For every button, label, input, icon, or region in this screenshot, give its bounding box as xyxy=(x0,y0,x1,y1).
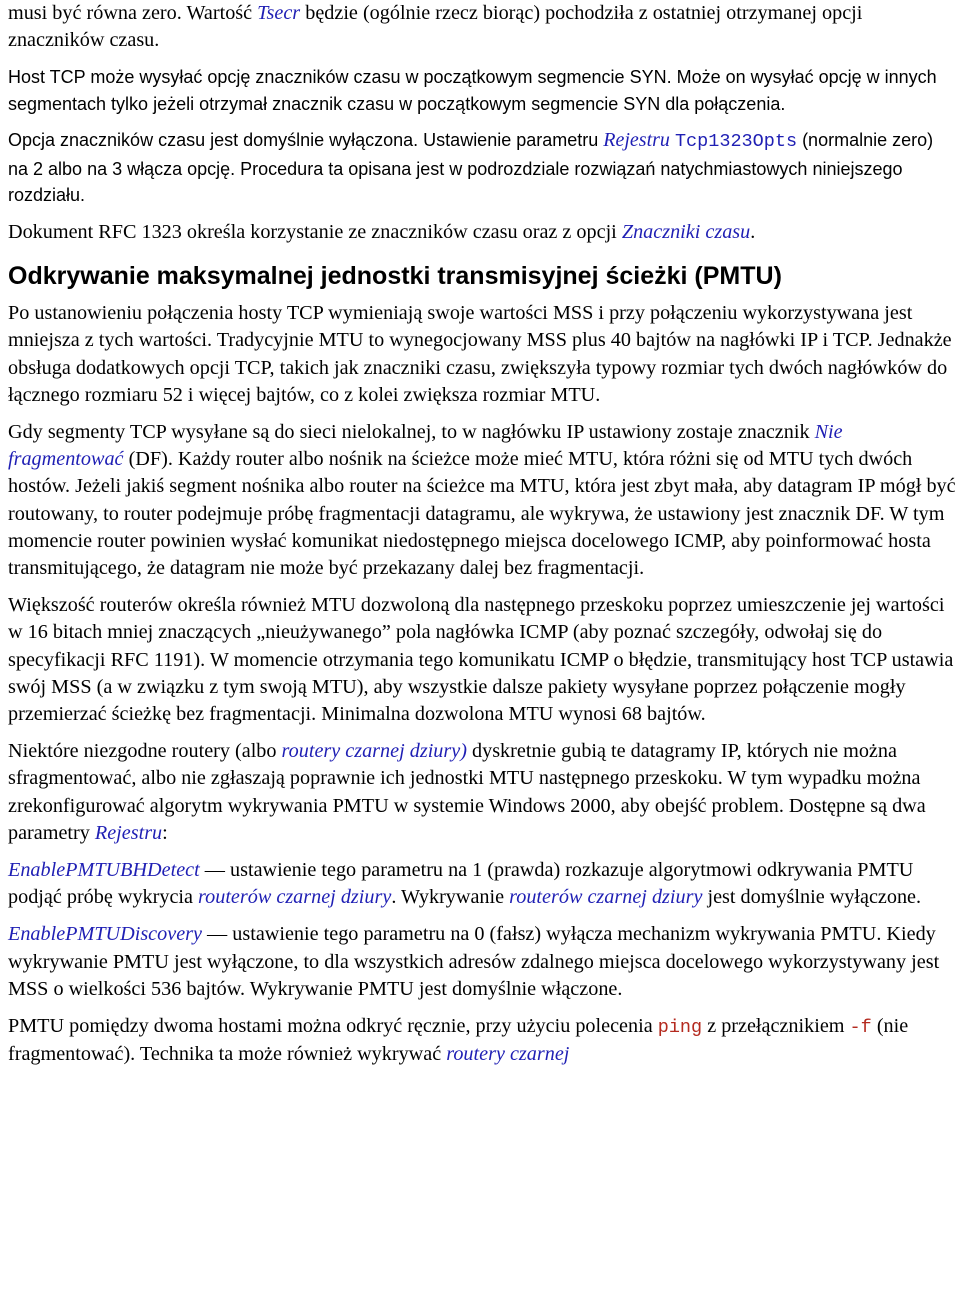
paragraph-syn xyxy=(8,64,958,117)
text-run: — ustawienie tego parametru na 0 (fałsz) wyłącza mechanizm wykrywania PMTU. Kiedy wykrywanie PMTU jest wyłączone, to dla wszystkich adresów zdalnego miejsca docelowego wykorzystywany jest MSS o wielkości 536 bajtów. Wykrywanie PMTU jest domyślnie włączone. xyxy=(8,923,940,1000)
link-rejestru[interactable]: Rejestru xyxy=(603,129,670,152)
text-run: . xyxy=(750,220,756,243)
link-routery-czarnej-dziury[interactable]: routery czarnej dziury) xyxy=(281,740,467,763)
text-run: Dokument RFC 1323 określa korzystanie ze znaczników czasu oraz z opcji xyxy=(8,220,622,243)
text-run: Gdy segmenty TCP wysyłane są do sieci nielokalnej, to w nagłówku IP ustawiony zostaje znacznik xyxy=(8,420,815,443)
text-run: . Wykrywanie xyxy=(391,886,510,909)
code-tcp1323opts: Tcp1323Opts xyxy=(674,131,798,153)
link-routerow-czarnej-dziury[interactable]: routerów czarnej dziury xyxy=(198,886,392,909)
text-run: (normalnie zero) na 2 albo na 3 włącza opcję. Procedura ta opisana jest w podrozdziale rozwiązań natychmiastowych niniejszego rozdziału. xyxy=(8,130,934,206)
text-run: Po ustanowieniu połączenia hosty TCP wymieniają swoje wartości MSS i przy połączeniu wykorzystywana jest mniejsza z tych wartości. Tradycyjnie MTU to wynegocjowany MSS plus 40 bajtów na nagłówki IP i TCP. Jednakże obsługa dodatkowych opcji TCP, takich jak znaczniki czasu, zwiększyła typowy rozmiar tych dwóch nagłówków do łącznego rozmiaru 52 i więcej bajtów, co z kolei zwiększa rozmiar MTU. xyxy=(8,302,952,406)
paragraph-enablepmtubhdetect xyxy=(8,857,958,911)
paragraph-ping xyxy=(8,1013,958,1068)
link-enablepmtudiscovery[interactable]: EnablePMTUDiscovery xyxy=(8,923,202,946)
link-tsecr[interactable]: Tsecr xyxy=(257,2,301,24)
paragraph-enablepmtudiscovery xyxy=(8,921,958,1003)
text-run: z przełącznikiem xyxy=(702,1014,850,1037)
link-routery-czarnej[interactable]: routery czarnej xyxy=(446,1043,570,1066)
paragraph-timestamps-default xyxy=(8,127,958,209)
text-run: Niektóre niezgodne routery (albo xyxy=(8,740,282,763)
code-f-switch: -f xyxy=(849,1016,872,1038)
link-routerow-czarnej-dziury-2[interactable]: routerów czarnej dziury xyxy=(509,886,703,909)
paragraph-tsecr xyxy=(8,0,958,54)
text-run: musi być równa zero. Wartość xyxy=(8,2,258,24)
link-nie-fragmentowac[interactable]: Nie fragmentować xyxy=(8,420,843,471)
link-rejestru-2[interactable]: Rejestru xyxy=(94,821,163,844)
paragraph-mss xyxy=(8,300,958,409)
code-ping: ping xyxy=(657,1016,703,1038)
text-run: Większość routerów określa również MTU dozwoloną dla następnego przeskoku poprzez umieszczenie jej wartości w 16 bitach mniej znaczących „nieużywanego” pola nagłówka ICMP (aby poznać szczegóły, odwołaj się do specyfikacji RFC 1191). W momencie otrzymania tego komunikatu ICMP o błędzie, transmitujący host TCP ustawia swój MSS (a w związku z tym swoją MTU), aby wszystkie dalsze pakiety wysyłane poprzez połączenie mogły przemierzać ścieżkę bez fragmentacji. Minimalna dozwolona MTU wynosi 68 bajtów. xyxy=(8,594,954,725)
paragraph-black-hole xyxy=(8,738,958,847)
paragraph-rfc1323 xyxy=(8,219,958,246)
link-znaczniki-czasu[interactable]: Znaczniki czasu xyxy=(621,220,751,243)
paragraph-icmp xyxy=(8,592,958,728)
document-page xyxy=(8,0,958,1078)
link-enablepmtubhdetect[interactable]: EnablePMTUBHDetect xyxy=(8,858,200,881)
text-run: będzie (ogólnie rzecz biorąc) pochodziła z ostatniej otrzymanej opcji znaczników czasu. xyxy=(8,2,863,52)
section-heading: Odkrywanie maksymalnej jednostki transmisyjnej ścieżki (PMTU) xyxy=(8,262,782,291)
text-run: Opcja znaczników czasu jest domyślnie wyłączona. Ustawienie parametru xyxy=(8,130,604,151)
text-run: Host TCP może wysyłać opcję znaczników czasu w początkowym segmencie SYN. Może on wysyłać opcję w innych segmentach tylko jeżeli otrzymał znacznik czasu w początkowym segmencie SYN dla połączenia. xyxy=(8,67,937,114)
text-run: (nie fragmentować). Technika ta może również wykrywać xyxy=(8,1014,909,1066)
text-run: jest domyślnie wyłączone. xyxy=(702,886,922,909)
paragraph-df-flag xyxy=(8,419,958,582)
text-run: PMTU pomiędzy dwoma hostami można odkryć ręcznie, przy użyciu polecenia xyxy=(8,1014,658,1037)
text-run: — ustawienie tego parametru na 1 (prawda) rozkazuje algorytmowi odkrywania PMTU podjąć próbę wykrycia xyxy=(8,858,914,909)
text-run: : xyxy=(162,821,168,844)
text-run: (DF). Każdy router albo nośnik na ścieżce może mieć MTU, która różni się od MTU tych dwóch hostów. Jeżeli jakiś segment nośnika albo router na ścieżce ma MTU, która jest zbyt mała, aby datagram IP mógł być routowany, to router podejmuje próbę fragmentacji datagramu, ale wykrywa, że ustawiony jest znacznik DF. W tym momencie router powinien wysłać komunikat niedostępnego miejsca docelowego ICMP, aby poinformować hosta transmitującego, że datagram nie może być przekazany dalej bez fragmentacji. xyxy=(8,448,956,579)
text-run: dyskretnie gubią te datagramy IP, których nie można sfragmentować, albo nie zgłaszają poprawnie ich jednostki MTU następnego przeskoku. W tym wypadku można zrekonfigurować algorytm wykrywania PMTU w systemie Windows 2000, aby obejść problem. Dostępne są dwa parametry xyxy=(8,740,926,844)
